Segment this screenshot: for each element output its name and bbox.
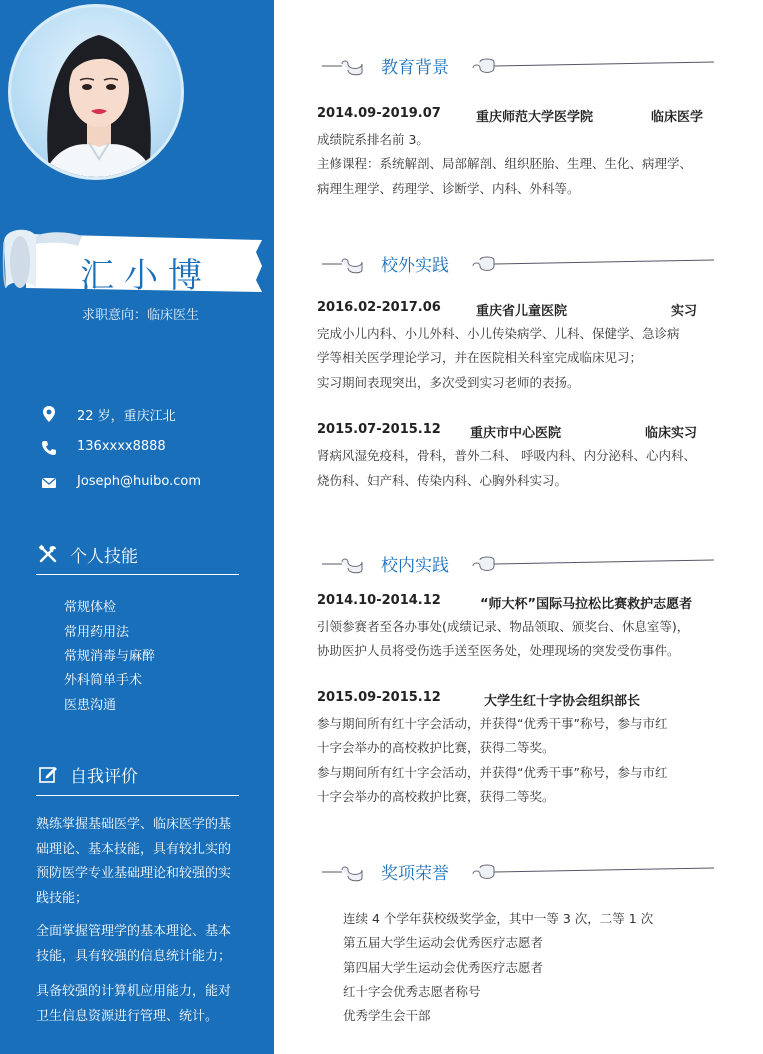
- education-title: 教育背景: [381, 58, 449, 78]
- practice-org: 重庆市中心医院: [470, 426, 562, 441]
- self-eval-paragraph: 具备较强的计算机应用能力，能对 卫生信息资源进行管理、统计。: [36, 984, 232, 1024]
- skill-item: 常用药用法: [64, 625, 130, 640]
- award-item: 第五届大学生运动会优秀医疗志愿者: [343, 935, 544, 950]
- awards-title: 奖项荣誉: [381, 864, 449, 884]
- practice-line: 实习期间表现突出，多次受到实习老师的表扬。: [317, 375, 580, 390]
- name: 汇小博: [80, 256, 212, 296]
- campus-date: 2015.09-2015.12: [317, 690, 441, 705]
- campus-org: “师大杯”国际马拉松比赛救护志愿者: [480, 597, 693, 612]
- education-heading: [318, 50, 714, 84]
- location-pin-icon: [40, 405, 58, 423]
- heading-ornament: [318, 50, 714, 84]
- contact-phone: [40, 437, 260, 461]
- skill-item: 医患沟通: [64, 698, 117, 713]
- heading-ornament: [318, 856, 714, 890]
- heading-ornament: [318, 248, 714, 282]
- sidebar: [0, 0, 274, 1054]
- practice-date: 2016.02-2017.06: [317, 300, 441, 315]
- phone[interactable]: 136xxxx8888: [77, 439, 166, 454]
- skill-item: 外科简单手术: [64, 673, 143, 688]
- skills-title: 个人技能: [70, 547, 138, 567]
- job-intent: 求职意向：临床医生: [82, 308, 200, 323]
- practice-role: 临床实习: [645, 426, 698, 441]
- education-line: 主修课程：系统解剖、局部解剖、组织胚胎、生理、生化、病理学、: [317, 156, 693, 171]
- heading-ornament: [318, 548, 714, 582]
- campus-practice-heading: [318, 548, 714, 582]
- award-item: 第四届大学生运动会优秀医疗志愿者: [343, 960, 544, 975]
- campus-line: 参与期间所有红十字会活动，并获得“优秀干事”称号，参与市红: [317, 716, 668, 731]
- practice-line: 肾病风湿免疫科，骨科，普外二科、 呼吸内科、内分泌科、心内科、: [317, 448, 696, 463]
- skills-heading: [38, 540, 238, 570]
- self-eval-title: 自我评价: [70, 767, 138, 787]
- skill-item: 常规消毒与麻醉: [64, 649, 156, 664]
- skill-item: 常规体检: [64, 600, 117, 615]
- self-eval-paragraph: 全面掌握管理学的基本理论、基本 技能，具有较强的信息统计能力；: [36, 924, 232, 964]
- awards-heading: [318, 856, 714, 890]
- self-eval-divider: [36, 795, 239, 796]
- skills-divider: [36, 574, 239, 575]
- campus-date: 2014.10-2014.12: [317, 593, 441, 608]
- education-date: 2014.09-2019.07: [317, 106, 441, 121]
- tools-icon: [38, 544, 58, 564]
- self-eval-heading: [38, 760, 238, 790]
- award-item: 红十字会优秀志愿者称号: [343, 984, 481, 999]
- profile-photo: [8, 4, 184, 180]
- contact-location: [40, 403, 260, 427]
- practice-org: 重庆省儿童医院: [476, 304, 568, 319]
- contact-email: [40, 472, 260, 496]
- campus-line: 协助医护人员将受伤选手送至医务处，处理现场的突发受伤事件。: [317, 643, 680, 658]
- external-practice-title: 校外实践: [381, 256, 449, 276]
- education-line: 成绩院系排名前 3。: [317, 132, 429, 147]
- education-line: 病理生理学、药理学、诊断学、内科、外科等。: [317, 181, 580, 196]
- education-school: 重庆师范大学医学院: [476, 110, 594, 125]
- campus-org: 大学生红十字协会组织部长: [484, 694, 641, 709]
- campus-line: 十字会举办的高校救护比赛，获得二等奖。: [317, 740, 555, 755]
- edit-icon: [38, 764, 58, 784]
- campus-practice-title: 校内实践: [381, 556, 449, 576]
- practice-line: 烧伤科、妇产科、传染内科、心胸外科实习。: [317, 473, 568, 488]
- practice-role: 实习: [671, 304, 698, 319]
- phone-icon: [40, 439, 58, 457]
- campus-line: 引领参赛者至各办事处(成绩记录、物品领取、颁奖台、休息室等)，: [317, 619, 690, 634]
- practice-line: 学等相关医学理论学习，并在医院相关科室完成临床见习；: [317, 350, 643, 365]
- email[interactable]: Joseph@huibo.com: [77, 474, 202, 489]
- campus-line: 十字会举办的高校救护比赛，获得二等奖。: [317, 789, 555, 804]
- practice-date: 2015.07-2015.12: [317, 422, 441, 437]
- age-location: 22 岁，重庆江北: [77, 409, 176, 424]
- self-eval-paragraph: 熟练掌握基础医学、临床医学的基 础理论、基本技能，具有较扎实的 预防医学专业基础理论和较强的实 践技能；: [36, 817, 232, 906]
- education-major: 临床医学: [651, 110, 704, 125]
- external-practice-heading: [318, 248, 714, 282]
- practice-line: 完成小儿内科、小儿外科、小儿传染病学、儿科、保健学、急诊病: [317, 326, 680, 341]
- award-item: 连续 4 个学年获校级奖学金，其中一等 3 次，二等 1 次: [343, 911, 654, 926]
- award-item: 优秀学生会干部: [343, 1008, 431, 1023]
- campus-line: 参与期间所有红十字会活动，并获得“优秀干事”称号，参与市红: [317, 765, 668, 780]
- mail-icon: [40, 474, 58, 492]
